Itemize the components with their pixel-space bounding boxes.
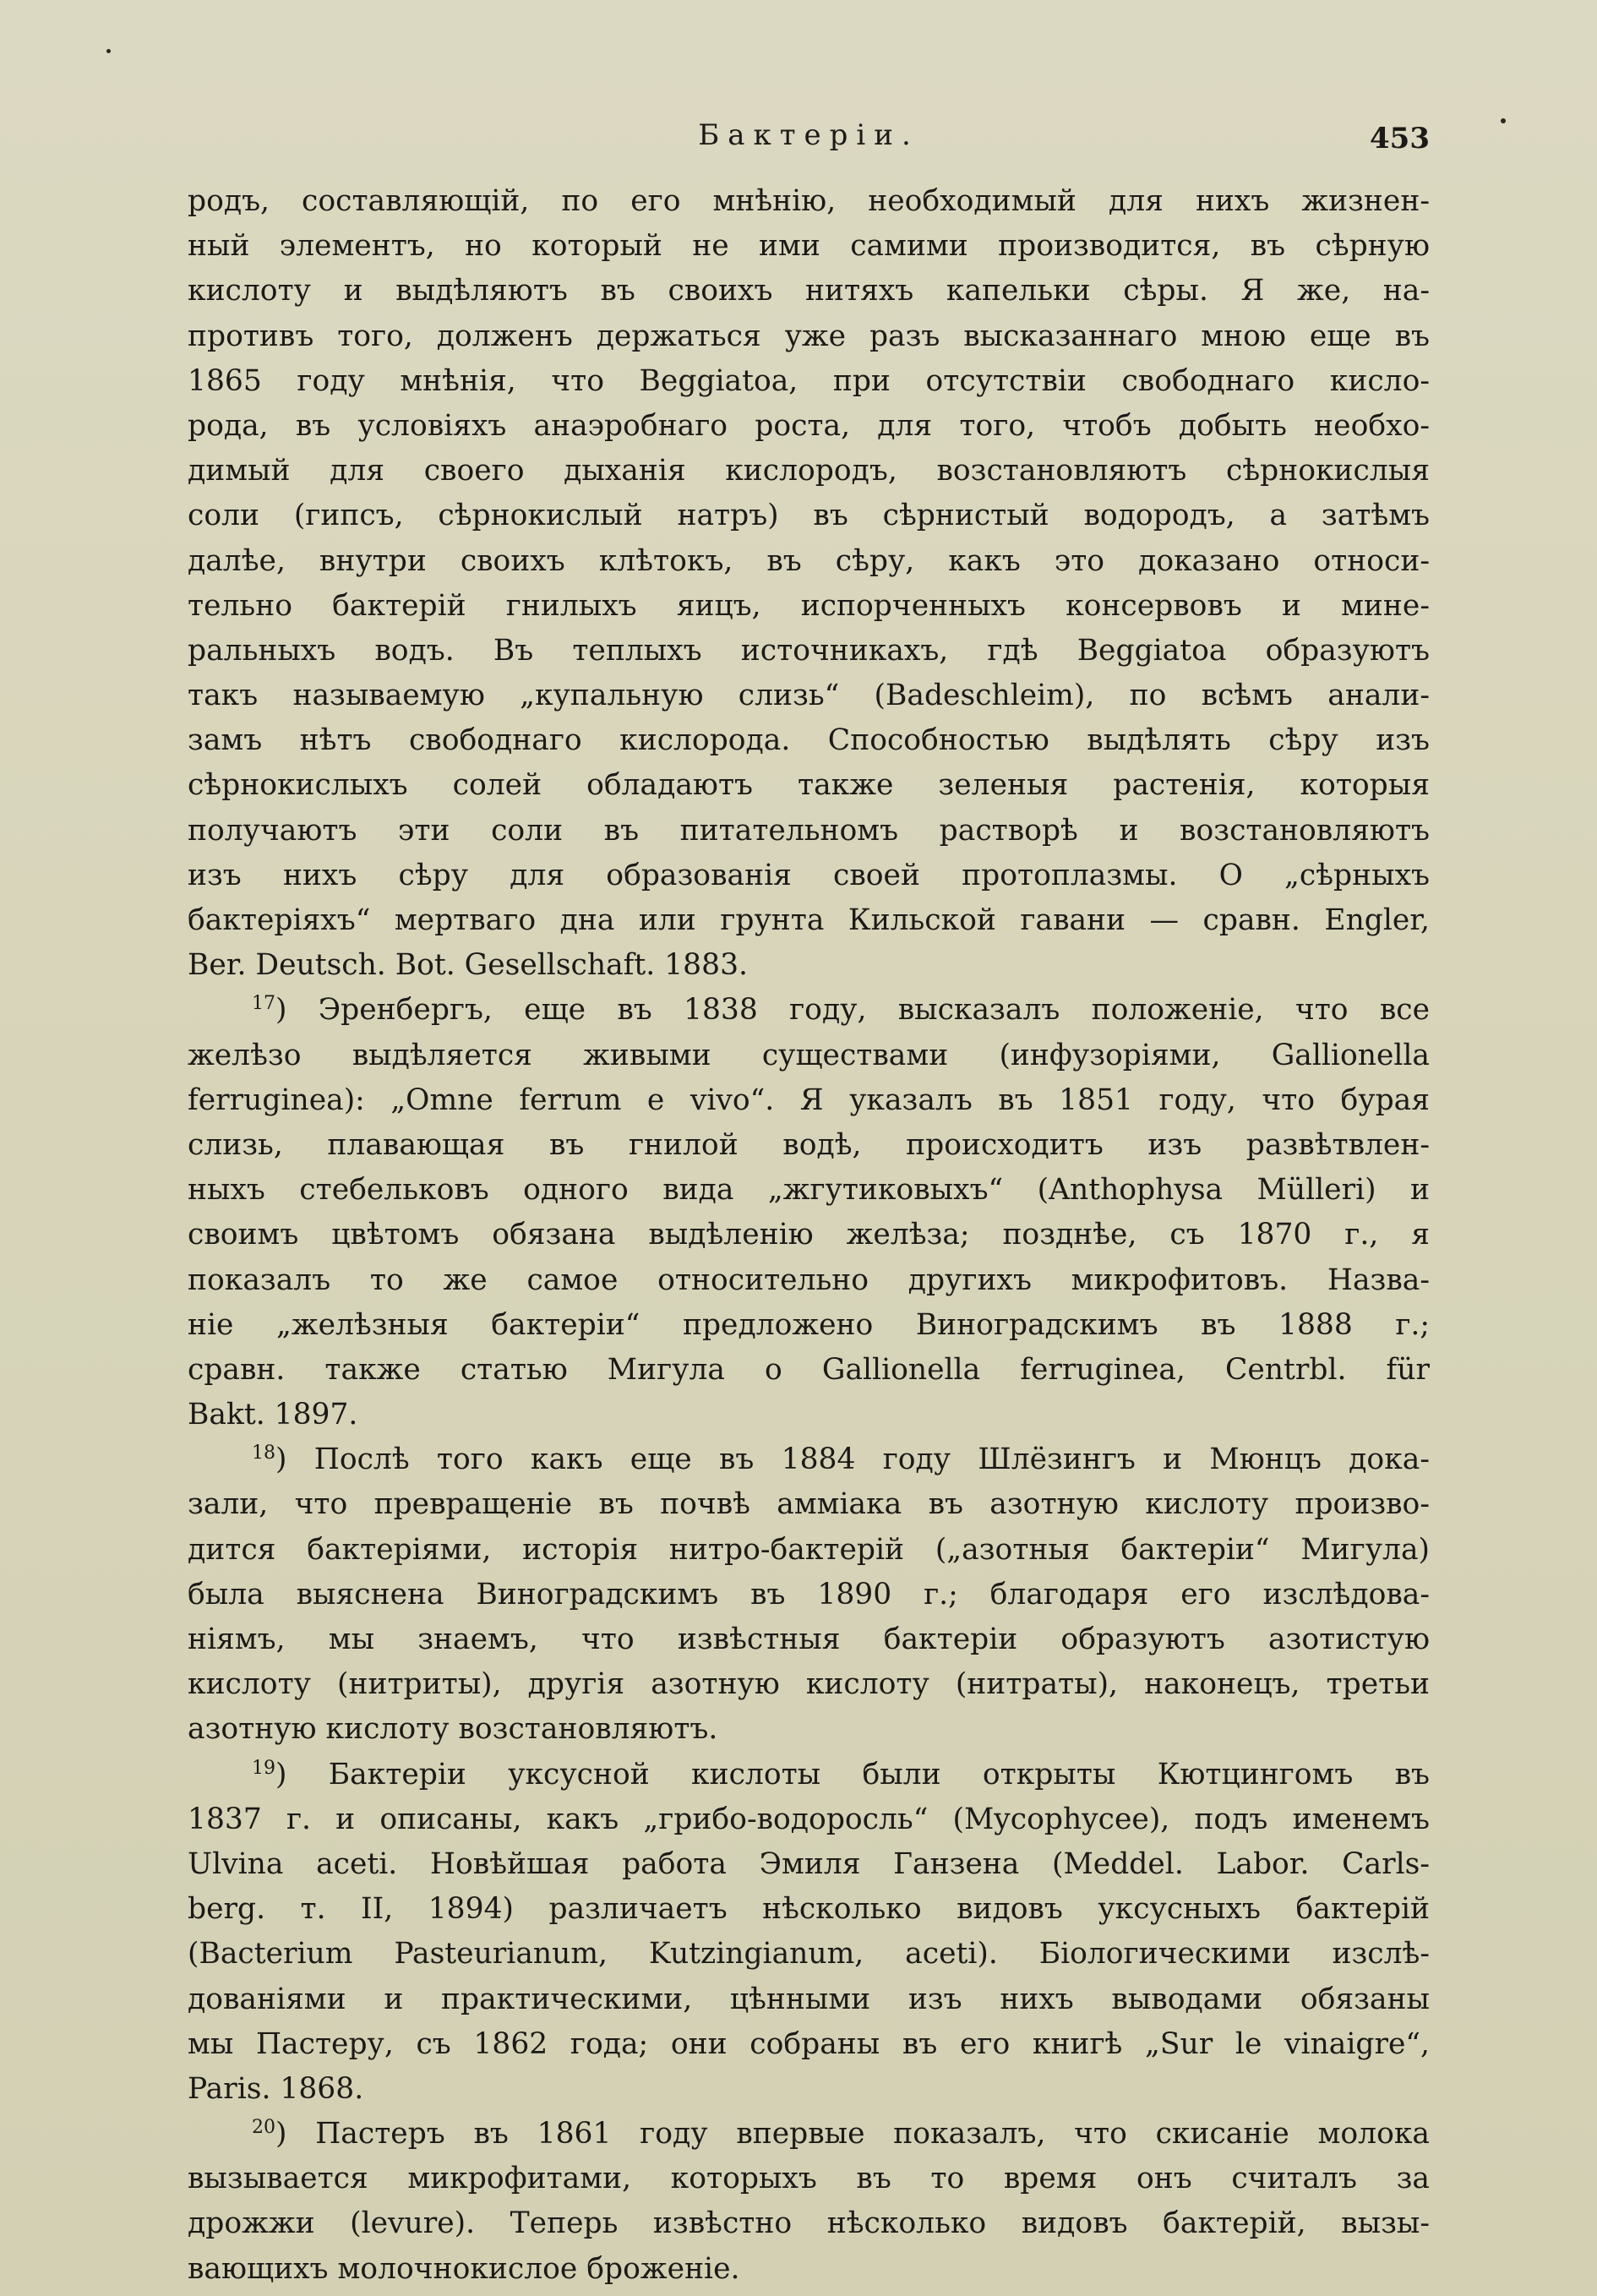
page-header <box>188 118 1430 169</box>
text-line: дится бактеріями, исторія нитро-бактерій („азотныя бактеріи“ Мигула) <box>188 1532 1430 1567</box>
text-line: ніе „желѣзныя бактеріи“ предложено Виноградскимъ въ 1888 г.; <box>188 1307 1430 1342</box>
text-line: сѣрнокислыхъ солей обладаютъ также зеленыя растенія, которыя <box>188 768 1430 803</box>
text-line: изъ нихъ сѣру для образованія своей протоплазмы. О „сѣрныхъ <box>188 858 1430 892</box>
text-line: получаютъ эти соли въ питательномъ растворѣ и возстановляютъ <box>188 813 1430 848</box>
footnote-number: 17 <box>252 993 275 1015</box>
text-line: вызывается микрофитами, которыхъ въ то время онъ считалъ за <box>188 2162 1430 2196</box>
footnote-number: 20 <box>252 2117 275 2139</box>
text-line: своимъ цвѣтомъ обязана выдѣленію желѣза; позднѣе, съ 1870 г., я <box>188 1218 1430 1252</box>
speck-mark <box>1501 118 1506 123</box>
text-line: бактеріяхъ“ мертваго дна или грунта Кильской гавани — сравн. Engler, <box>188 903 1430 937</box>
text-line: димый для своего дыханія кислородъ, возстановляютъ сѣрнокислыя <box>188 454 1430 488</box>
footnote-20-first-line <box>188 2112 1430 2157</box>
running-title: Бактеріи. <box>698 118 919 152</box>
text-line: зали, что превращеніе въ почвѣ амміака въ азотную кислоту произво- <box>188 1487 1430 1522</box>
text-line: ) Бактеріи уксусной кислоты были открыты Кютцингомъ въ <box>275 1757 1430 1792</box>
text-line: 1865 году мнѣнія, что Beggiatoa, при отсутствіи свободнаго кисло- <box>188 363 1430 398</box>
text-line: дованіями и практическими, цѣнными изъ нихъ выводами обязаны <box>188 1982 1430 2016</box>
text-line: Paris. 1868. <box>188 2071 364 2106</box>
text-line: berg. т. II, 1894) различаетъ нѣсколько видовъ уксусныхъ бактерій <box>188 1892 1430 1927</box>
footnote-17-first-line <box>188 988 1430 1033</box>
text-line: далѣе, внутри своихъ клѣтокъ, въ сѣру, какъ это доказано относи- <box>188 543 1430 578</box>
text-line: ) Эренбергъ, еще въ 1838 году, высказалъ положеніе, что все <box>275 993 1430 1028</box>
text-line: ferruginea): „Omne ferrum e vivo“. Я указалъ въ 1851 году, что бурая <box>188 1083 1430 1117</box>
text-line: ныхъ стебельковъ одного вида „жгутиковыхъ“ (Anthophysa Mülleri) и <box>188 1173 1430 1208</box>
text-line: кислоту и выдѣляютъ въ своихъ нитяхъ капельки сѣры. Я же, на- <box>188 274 1430 308</box>
text-line: такъ называемую „купальную слизь“ (Badeschleim), по всѣмъ анали- <box>188 679 1430 713</box>
speck-mark <box>106 49 111 53</box>
footnote-18-first-line <box>188 1437 1430 1482</box>
text-line: показалъ то же самое относительно другихъ микрофитовъ. Назва- <box>188 1263 1430 1297</box>
text-line: тельно бактерій гнилыхъ яицъ, испорченныхъ консервовъ и мине- <box>188 588 1430 623</box>
text-line: желѣзо выдѣляется живыми существами (инфузоріями, Gallionella <box>188 1038 1430 1072</box>
text-line: (Bacterium Pasteurianum, Kutzingianum, aceti). Біологическими изслѣ- <box>188 1937 1430 1972</box>
text-line: Ber. Deutsch. Bot. Gesellschaft. 1883. <box>188 948 748 983</box>
text-line: рода, въ условіяхъ анаэробнаго роста, для того, чтобъ добыть необхо- <box>188 408 1430 443</box>
text-line: азотную кислоту возстановляютъ. <box>188 1712 718 1747</box>
footnote-number: 19 <box>252 1757 275 1779</box>
text-line: вающихъ молочнокислое броженіе. <box>188 2251 740 2286</box>
text-line: соли (гипсъ, сѣрнокислый натръ) въ сѣрнистый водородъ, а затѣмъ <box>188 499 1430 533</box>
text-line: 1837 г. и описаны, какъ „грибо-водоросль“ (Mycophyceе), подъ именемъ <box>188 1802 1430 1836</box>
page-number: 453 <box>1370 122 1430 155</box>
text-line: Ulvina aceti. Новѣйшая работа Эмиля Ганзена (Meddel. Labor. Carls- <box>188 1846 1430 1881</box>
text-line: ральныхъ водъ. Въ теплыхъ источникахъ, гдѣ Beggiatoa образуютъ <box>188 633 1430 668</box>
text-line: мы Пастеру, съ 1862 года; они собраны въ его книгѣ „Sur le vinaigre“, <box>188 2026 1430 2061</box>
text-line: родъ, составляющій, по его мнѣнію, необходимый для нихъ жизнен- <box>188 184 1430 218</box>
text-line: дрожжи (levure). Теперь извѣстно нѣсколько видовъ бактерій, вызы- <box>188 2206 1430 2241</box>
text-line: противъ того, долженъ держаться уже разъ высказаннаго мною еще въ <box>188 319 1430 353</box>
text-line: сравн. также статью Мигула о Gallionella ferruginea, Centrbl. für <box>188 1352 1430 1387</box>
body-text <box>188 179 1430 2292</box>
text-line: была выяснена Виноградскимъ въ 1890 г.; благодаря его изслѣдова- <box>188 1577 1430 1612</box>
text-line: слизь, плавающая въ гнилой водѣ, происходитъ изъ развѣтвлен- <box>188 1127 1430 1162</box>
text-line: ) Послѣ того какъ еще въ 1884 году Шлёзингъ и Мюнцъ дока- <box>275 1442 1430 1477</box>
footnote-number: 18 <box>252 1442 275 1464</box>
text-line: замъ нѣтъ свободнаго кислорода. Способностью выдѣлять сѣру изъ <box>188 723 1430 758</box>
text-line: кислоту (нитриты), другія азотную кислоту (нитраты), наконецъ, третьи <box>188 1667 1430 1702</box>
text-line: Bakt. 1897. <box>188 1398 358 1432</box>
text-line: ніямъ, мы знаемъ, что извѣстныя бактеріи образуютъ азотистую <box>188 1622 1430 1656</box>
text-line: ный элементъ, но который не ими самими производится, въ сѣрную <box>188 229 1430 264</box>
footnote-19-first-line <box>188 1753 1430 1797</box>
text-line: ) Пастеръ въ 1861 году впервые показалъ, что скисаніе молока <box>275 2117 1430 2151</box>
